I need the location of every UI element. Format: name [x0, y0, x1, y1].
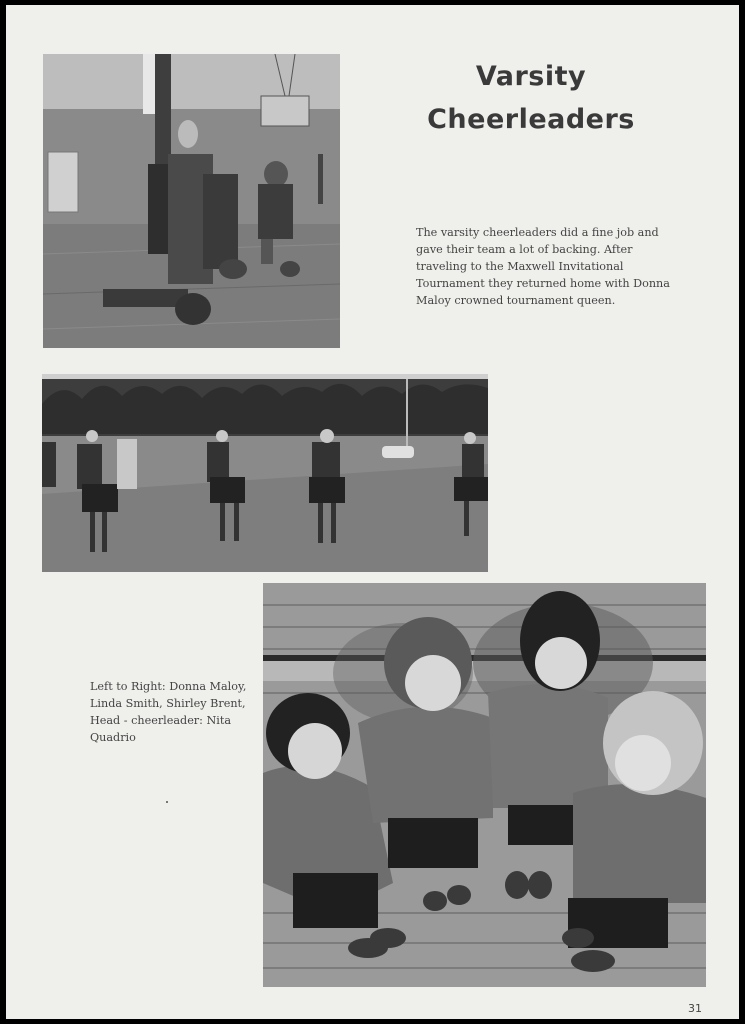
yearbook-page — [6, 5, 739, 1019]
photo-caption: Left to Right: Donna Maloy, Linda Smith, Shirley Brent, Head - cheerleader: Nita Quadrio — [90, 680, 247, 744]
gym-cheer-photo — [43, 54, 340, 348]
cheerleaders-portrait-photo — [263, 583, 706, 987]
page-number: 31 — [688, 1002, 702, 1015]
print-speck — [166, 801, 168, 803]
page-title-line1: Varsity — [475, 61, 587, 92]
field-cheer-photo — [42, 374, 488, 572]
page-title-line2: Cheerleaders — [427, 104, 635, 135]
article-text: The varsity cheerleaders did a fine job and gave their team a lot of backing. After traveling to the Maxwell Invitational Tournament they returned home with Donna Maloy crowned tournament queen. — [416, 226, 670, 307]
